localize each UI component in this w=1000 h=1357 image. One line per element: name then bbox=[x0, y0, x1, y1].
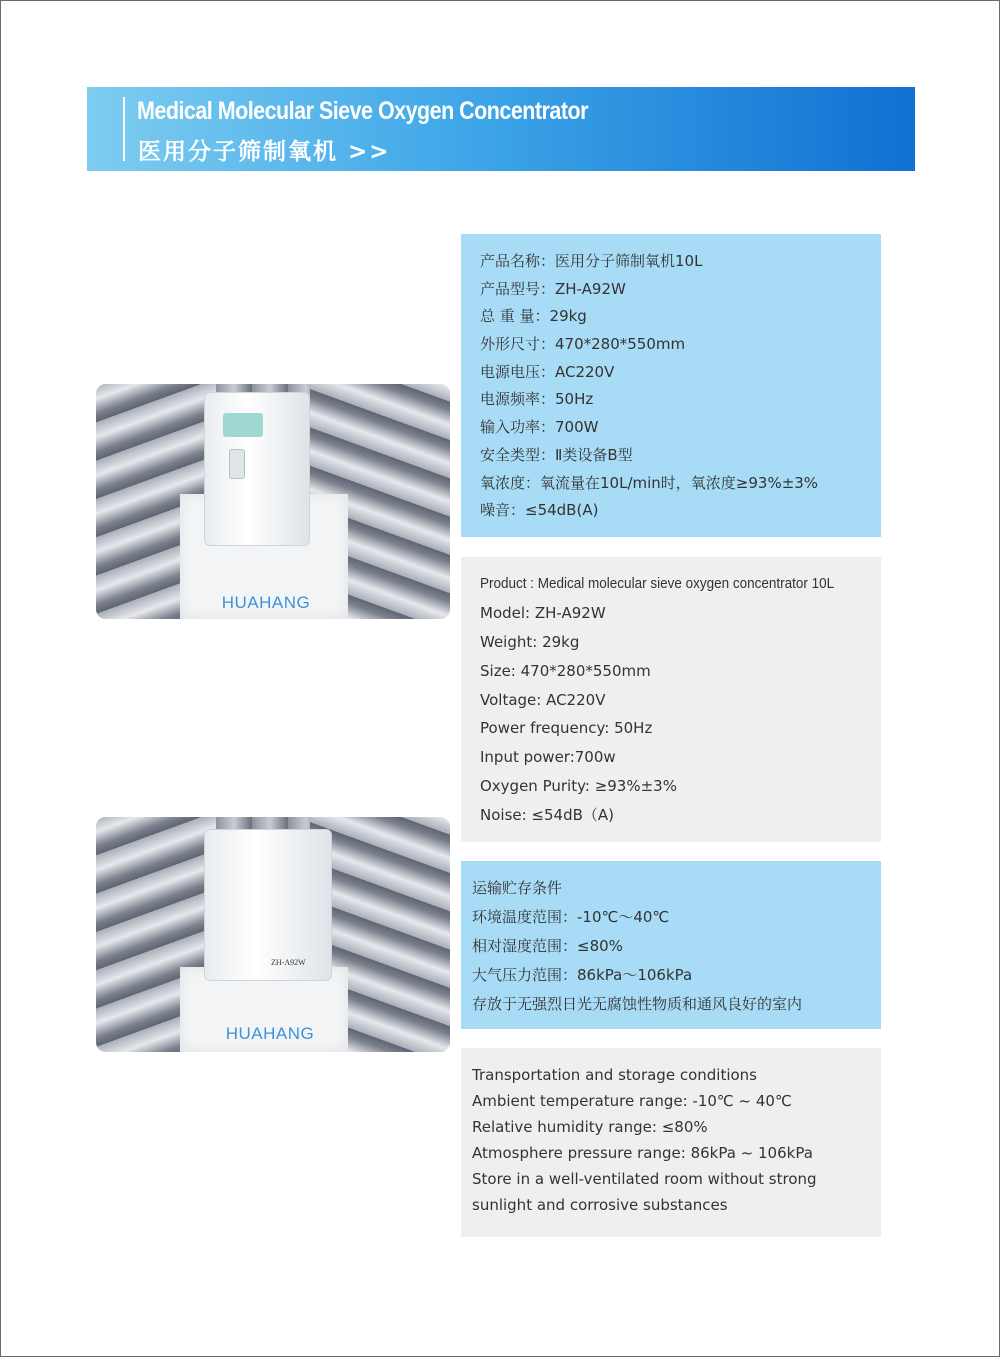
product-photo-side bbox=[96, 817, 450, 1052]
spec-line: Weight: 29kg bbox=[480, 632, 580, 651]
storage-heading: 运输贮存条件 bbox=[472, 879, 563, 897]
spec-line: Input power:700w bbox=[480, 748, 616, 767]
spec-line: 电源频率：50Hz bbox=[480, 390, 594, 409]
storage-line: sunlight and corrosive substances bbox=[472, 1196, 728, 1214]
spec-line: 噪音：≤54dB(A) bbox=[480, 501, 599, 520]
product-photo-front bbox=[96, 384, 450, 619]
spec-line: Model: ZH-A92W bbox=[480, 603, 606, 622]
storage-chinese-box bbox=[461, 861, 881, 1029]
specs-chinese-box bbox=[461, 234, 881, 537]
spec-line: 总 重 量：29kg bbox=[480, 307, 587, 326]
spec-line: 输入功率：700W bbox=[480, 418, 599, 437]
spec-line: 外形尺寸：470*280*550mm bbox=[480, 335, 686, 354]
spec-line: Product : Medical molecular sieve oxygen concentrator 10L bbox=[480, 575, 835, 592]
spec-line: 产品名称：医用分子筛制氧机10L bbox=[480, 252, 703, 270]
storage-line: Atmosphere pressure range: 86kPa ~ 106kPa bbox=[472, 1144, 813, 1162]
storage-line: 相对湿度范围：≤80% bbox=[472, 937, 623, 955]
flowmeter bbox=[229, 449, 245, 479]
storage-line: 存放于无强烈日光无腐蚀性物质和通风良好的室内 bbox=[472, 995, 803, 1013]
spec-line: Voltage: AC220V bbox=[480, 690, 606, 709]
storage-line: 大气压力范围：86kPa～106kPa bbox=[472, 966, 693, 984]
title-english: Medical Molecular Sieve Oxygen Concentrator bbox=[137, 97, 588, 125]
title-chinese: 医用分子筛制氧机 >> bbox=[138, 139, 391, 165]
storage-line: Ambient temperature range: -10℃ ~ 40℃ bbox=[472, 1092, 792, 1110]
header-banner bbox=[87, 87, 915, 171]
storage-line: Store in a well-ventilated room without strong bbox=[472, 1170, 817, 1188]
storage-english-box bbox=[461, 1048, 881, 1237]
spec-line: Oxygen Purity: ≥93%±3% bbox=[480, 777, 677, 796]
control-panel bbox=[223, 413, 263, 437]
spec-line: Power frequency: 50Hz bbox=[480, 719, 653, 738]
spec-line: Size: 470*280*550mm bbox=[480, 661, 651, 680]
spec-line: 安全类型：Ⅱ类设备B型 bbox=[480, 445, 633, 464]
storage-line: 环境温度范围：-10℃～40℃ bbox=[472, 908, 670, 926]
oxygen-concentrator-device bbox=[204, 392, 310, 546]
spec-line: Noise: ≤54dB（A) bbox=[480, 806, 615, 825]
spec-line: 氧浓度：氧流量在10L/min时，氧浓度≥93%±3% bbox=[480, 473, 819, 492]
spec-line: 产品型号：ZH-A92W bbox=[480, 279, 626, 298]
specs-english-box bbox=[461, 557, 881, 842]
spec-line: 电源电压：AC220V bbox=[480, 362, 615, 381]
brand-label: HUAHANG bbox=[221, 593, 311, 612]
header-divider bbox=[123, 97, 125, 161]
oxygen-concentrator-device bbox=[204, 829, 332, 981]
device-model-mark: ZH-A92W bbox=[271, 958, 306, 967]
storage-line: Relative humidity range: ≤80% bbox=[472, 1118, 708, 1136]
storage-heading: Transportation and storage conditions bbox=[472, 1066, 757, 1084]
brand-label: HUAHANG bbox=[225, 1024, 315, 1043]
